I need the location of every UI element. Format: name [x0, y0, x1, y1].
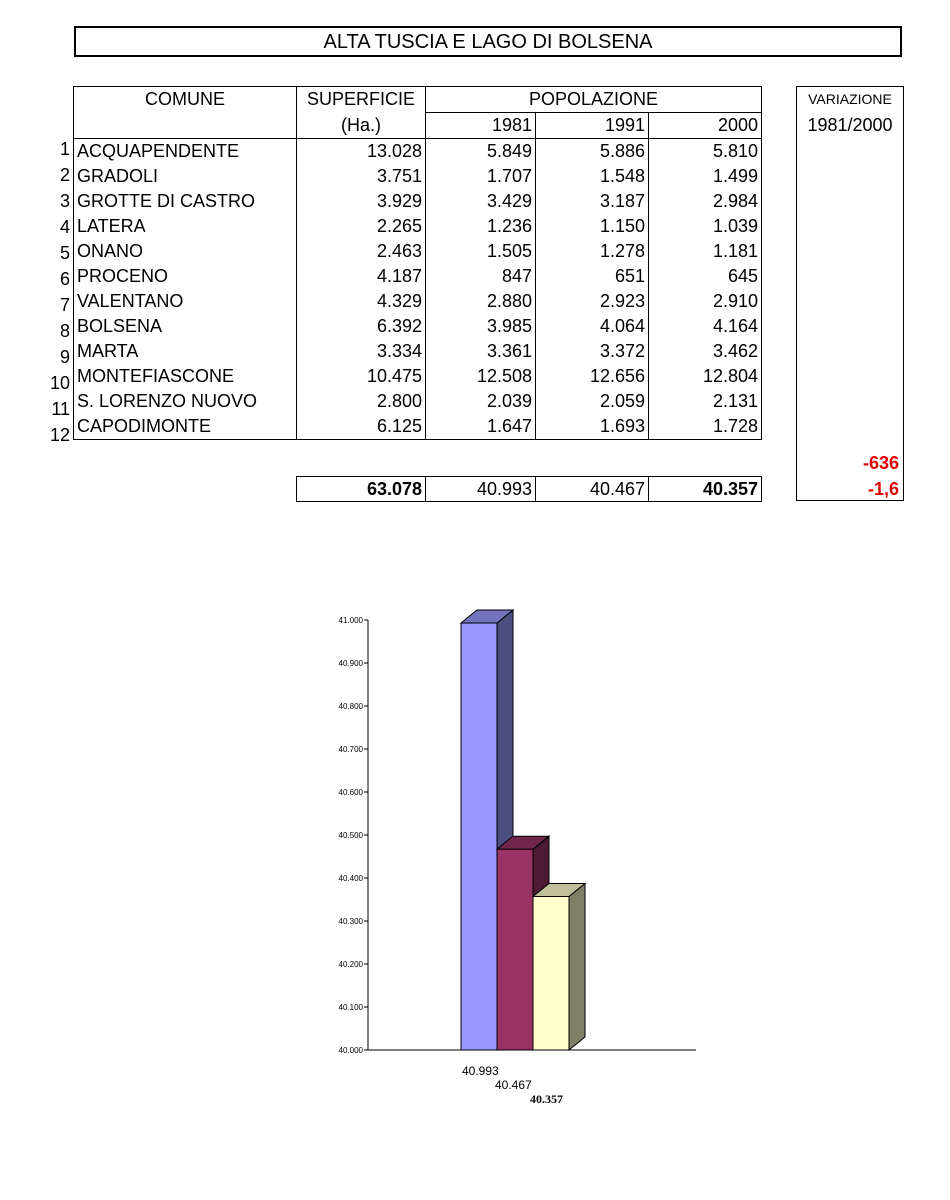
cell-p2000: 1.499 — [649, 164, 762, 189]
cell-p1981: 12.508 — [426, 364, 536, 389]
bar-1991 — [497, 849, 533, 1050]
cell-p2000: 4.164 — [649, 314, 762, 339]
cell-sup: 4.187 — [297, 264, 426, 289]
cell-sup: 4.329 — [297, 289, 426, 314]
header-superficie: SUPERFICIE — [297, 87, 426, 113]
y-tick-label: 40.600 — [338, 788, 363, 797]
total-1981: 40.993 — [426, 477, 536, 502]
bar-1981 — [461, 623, 497, 1050]
variazione-box — [796, 86, 904, 501]
cell-sup: 10.475 — [297, 364, 426, 389]
row-number: 7 — [59, 295, 70, 315]
header-year-1991: 1991 — [536, 113, 649, 139]
cell-p1981: 847 — [426, 264, 536, 289]
cell-comune: ONANO — [74, 239, 297, 264]
variazione-period: 1981/2000 — [807, 115, 893, 135]
table-row — [74, 164, 762, 189]
table-row — [74, 214, 762, 239]
cell-sup: 2.463 — [297, 239, 426, 264]
table-row — [74, 189, 762, 214]
value-label-2000: 40.357 — [530, 1092, 563, 1106]
y-tick-label: 40.700 — [338, 745, 363, 754]
table-row — [74, 264, 762, 289]
bar-2000 — [533, 896, 569, 1050]
cell-sup: 2.265 — [297, 214, 426, 239]
page-title: ALTA TUSCIA E LAGO DI BOLSENA — [74, 26, 902, 57]
table-row — [74, 364, 762, 389]
total-2000: 40.357 — [649, 477, 762, 502]
cell-comune: LATERA — [74, 214, 297, 239]
cell-p2000: 1.181 — [649, 239, 762, 264]
table-row — [74, 314, 762, 339]
cell-comune: S. LORENZO NUOVO — [74, 389, 297, 414]
value-label-1981: 40.993 — [462, 1064, 499, 1078]
cell-p1981: 2.039 — [426, 389, 536, 414]
totals-row — [296, 476, 762, 502]
y-tick-label: 40.800 — [338, 702, 363, 711]
row-number: 3 — [59, 191, 70, 211]
cell-p1981: 3.429 — [426, 189, 536, 214]
cell-comune: ACQUAPENDENTE — [74, 139, 297, 165]
table-row — [74, 414, 762, 440]
y-tick-label: 40.500 — [338, 831, 363, 840]
cell-sup: 2.800 — [297, 389, 426, 414]
cell-p1991: 1.278 — [536, 239, 649, 264]
cell-comune: MARTA — [74, 339, 297, 364]
cell-comune: BOLSENA — [74, 314, 297, 339]
row-number: 1 — [59, 139, 70, 159]
cell-p1991: 1.150 — [536, 214, 649, 239]
cell-p1991: 3.372 — [536, 339, 649, 364]
cell-p2000: 645 — [649, 264, 762, 289]
table-row — [74, 289, 762, 314]
variazione-label: VARIAZIONE — [808, 91, 892, 107]
row-number: 6 — [59, 269, 70, 289]
row-number: 9 — [59, 347, 70, 367]
cell-comune: PROCENO — [74, 264, 297, 289]
cell-p1991: 2.059 — [536, 389, 649, 414]
row-number: 10 — [49, 373, 70, 393]
cell-p1991: 4.064 — [536, 314, 649, 339]
cell-p1981: 1.236 — [426, 214, 536, 239]
cell-p1991: 5.886 — [536, 139, 649, 165]
cell-p1991: 1.693 — [536, 414, 649, 440]
cell-sup: 6.392 — [297, 314, 426, 339]
cell-p1991: 1.548 — [536, 164, 649, 189]
table-row — [74, 339, 762, 364]
total-1991: 40.467 — [536, 477, 649, 502]
variazione-absolute: -636 — [862, 453, 899, 473]
y-tick-label: 40.900 — [338, 659, 363, 668]
cell-comune: GRADOLI — [74, 164, 297, 189]
cell-p1981: 5.849 — [426, 139, 536, 165]
cell-p2000: 3.462 — [649, 339, 762, 364]
y-tick-label: 40.000 — [338, 1046, 363, 1055]
cell-p1981: 3.985 — [426, 314, 536, 339]
cell-sup: 3.929 — [297, 189, 426, 214]
cell-p1981: 1.707 — [426, 164, 536, 189]
cell-comune: VALENTANO — [74, 289, 297, 314]
row-number: 12 — [49, 425, 70, 445]
header-superficie-unit: (Ha.) — [297, 113, 426, 139]
cell-p1981: 3.361 — [426, 339, 536, 364]
y-tick-label: 40.100 — [338, 1003, 363, 1012]
population-chart — [300, 590, 720, 1110]
cell-p1981: 1.647 — [426, 414, 536, 440]
cell-p2000: 2.984 — [649, 189, 762, 214]
cell-comune: GROTTE DI CASTRO — [74, 189, 297, 214]
y-tick-label: 40.200 — [338, 960, 363, 969]
cell-p2000: 12.804 — [649, 364, 762, 389]
row-number: 4 — [59, 217, 70, 237]
cell-sup: 3.751 — [297, 164, 426, 189]
cell-p1981: 1.505 — [426, 239, 536, 264]
cell-p1991: 3.187 — [536, 189, 649, 214]
header-popolazione: POPOLAZIONE — [426, 87, 762, 113]
cell-sup: 6.125 — [297, 414, 426, 440]
cell-p2000: 5.810 — [649, 139, 762, 165]
y-tick-label: 40.300 — [338, 917, 363, 926]
cell-sup: 13.028 — [297, 139, 426, 165]
table-row — [74, 139, 762, 165]
cell-p2000: 1.728 — [649, 414, 762, 440]
header-empty — [74, 113, 297, 139]
cell-comune: CAPODIMONTE — [74, 414, 297, 440]
y-tick-label: 41.000 — [338, 616, 363, 625]
variazione-percent: -1,6 — [867, 479, 899, 499]
cell-p2000: 2.131 — [649, 389, 762, 414]
table-row — [74, 389, 762, 414]
value-label-1991: 40.467 — [495, 1078, 532, 1092]
cell-p1991: 2.923 — [536, 289, 649, 314]
cell-p1991: 651 — [536, 264, 649, 289]
table-row — [74, 239, 762, 264]
cell-comune: MONTEFIASCONE — [74, 364, 297, 389]
row-number: 2 — [59, 165, 70, 185]
cell-p1991: 12.656 — [536, 364, 649, 389]
row-number: 8 — [59, 321, 70, 341]
cell-sup: 3.334 — [297, 339, 426, 364]
header-comune: COMUNE — [74, 87, 297, 113]
bar-side-2000 — [569, 883, 585, 1050]
row-number: 11 — [51, 399, 70, 419]
y-tick-label: 40.400 — [338, 874, 363, 883]
header-year-1981: 1981 — [426, 113, 536, 139]
cell-p2000: 2.910 — [649, 289, 762, 314]
row-number: 5 — [59, 243, 70, 263]
cell-p2000: 1.039 — [649, 214, 762, 239]
cell-p1981: 2.880 — [426, 289, 536, 314]
header-year-2000: 2000 — [649, 113, 762, 139]
total-superficie: 63.078 — [297, 477, 426, 502]
population-table — [73, 86, 762, 440]
